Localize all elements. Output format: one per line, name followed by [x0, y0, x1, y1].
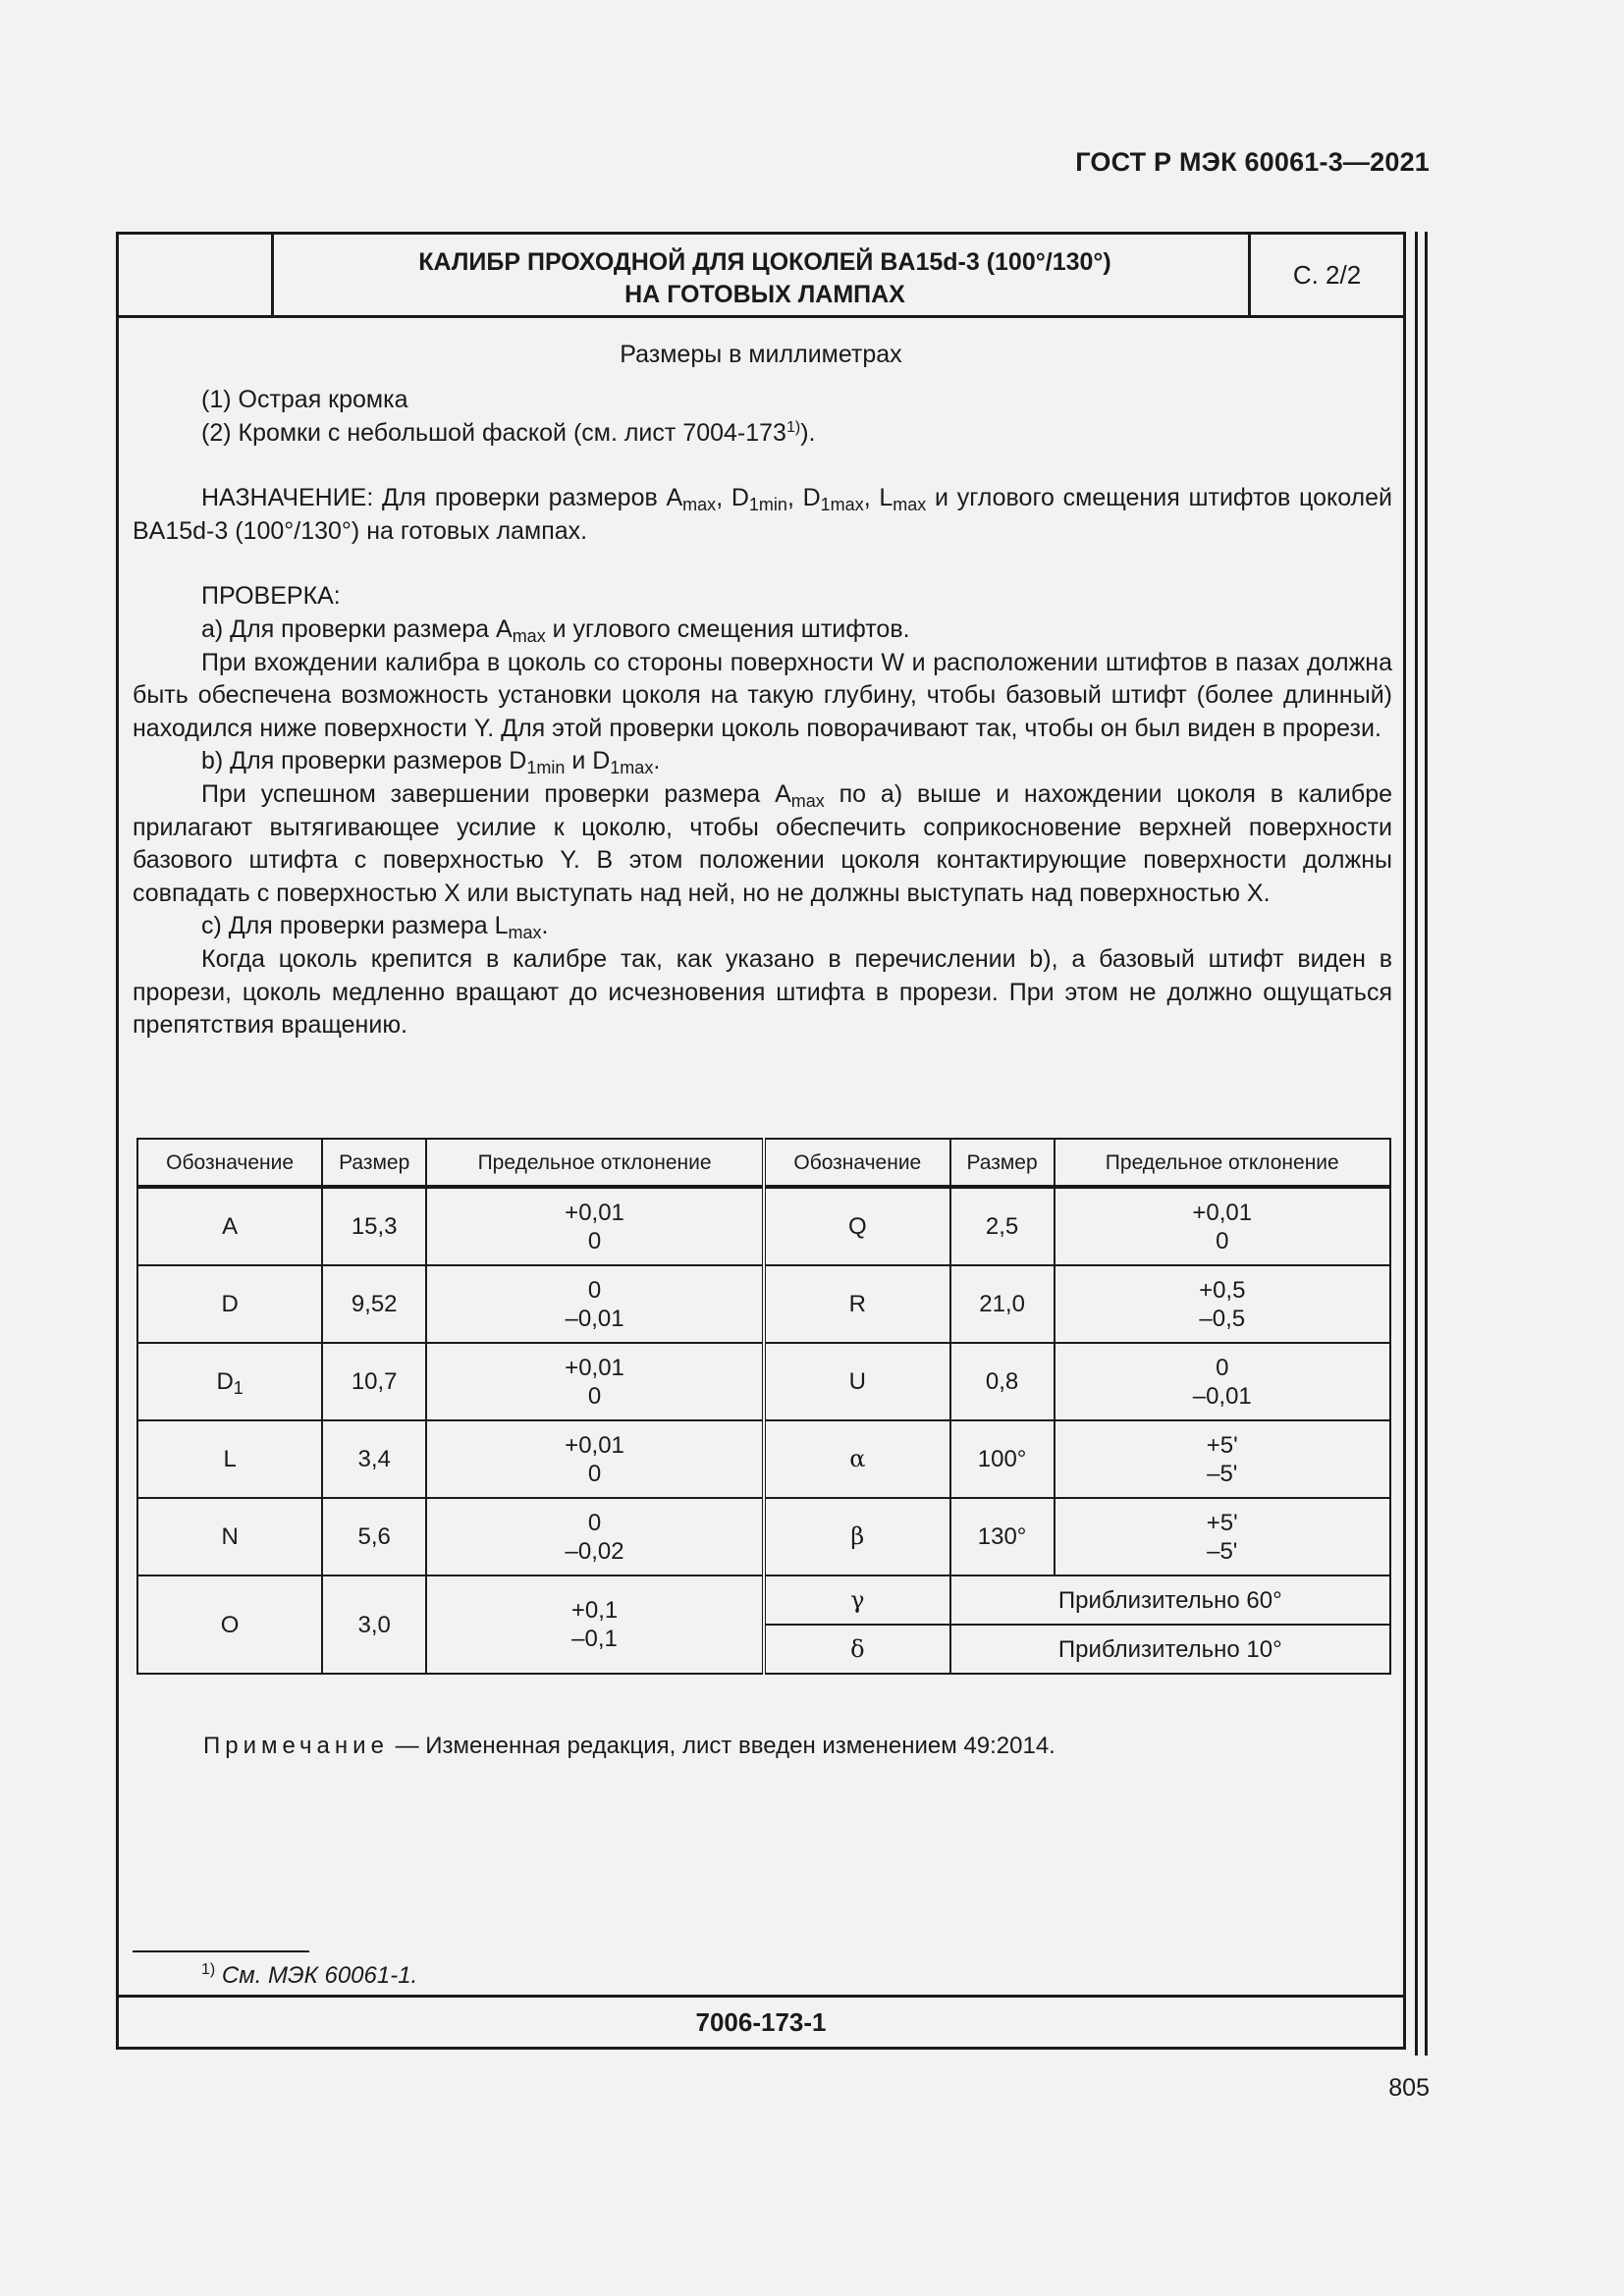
tolerance-cell: +0,1 –0,1 — [426, 1575, 764, 1674]
body-text — [133, 384, 1392, 1042]
table-header-cell: Обозначение — [764, 1139, 950, 1187]
table-header-cell: Размер — [322, 1139, 426, 1187]
symbol-cell: Q — [764, 1187, 950, 1265]
symbol-cell: A — [137, 1187, 322, 1265]
approx-value-cell: Приблизительно 60° — [950, 1575, 1390, 1625]
size-cell: 3,0 — [322, 1575, 426, 1674]
symbol-cell: L — [137, 1420, 322, 1498]
units-note: Размеры в миллиметрах — [620, 341, 902, 368]
table-header-cell: Размер — [950, 1139, 1055, 1187]
symbol-cell: D — [137, 1265, 322, 1343]
table-header-cell: Предельное отклонение — [1055, 1139, 1390, 1187]
symbol-cell: N — [137, 1498, 322, 1575]
size-cell: 15,3 — [322, 1187, 426, 1265]
note-text: — Измененная редакция, лист введен изменением 49:2014. — [388, 1733, 1056, 1759]
sheet-code: 7006-173-1 — [119, 1995, 1403, 2047]
footnote: $^{1)}$ См. МЭК 60061-1. — [201, 1961, 418, 1989]
sheet-header — [119, 235, 1403, 318]
document-code: ГОСТ Р МЭК 60061-3—2021 — [1075, 147, 1430, 177]
check-c-paragraph: Когда цоколь крепится в калибре так, как указано в перечислении b), а базовый штифт виден в прорези, цоколь медленно вращают до исчезновения штифта в прорези. При этом не должно ощущаться препятствия вращению. — [133, 944, 1392, 1040]
check-b-paragraph: При успешном завершении проверки размера $A_{max}$ по a) выше и нахождении цоколя в калибре прилагают вытягивающее усилие к цоколю, чтобы обеспечить соприкосновение верхней поверхности базового штифта с поверхностью Y. В этом положении цоколя контактирующие поверхности должны совпадать с поверхностью X или выступать над ней, но не должны выступать над поверхностью X. — [133, 779, 1392, 907]
tolerance-cell: 0 –0,02 — [426, 1498, 764, 1575]
sheet-frame — [116, 232, 1406, 2050]
size-cell: 130° — [950, 1498, 1055, 1575]
symbol-cell: δ — [764, 1625, 950, 1674]
symbol-cell: β — [764, 1498, 950, 1575]
tolerance-cell: +0,01 0 — [426, 1187, 764, 1265]
size-cell: 2,5 — [950, 1187, 1055, 1265]
tolerance-cell: +0,5 –0,5 — [1055, 1265, 1390, 1343]
table-row — [137, 1420, 1390, 1498]
symbol-cell: γ — [764, 1575, 950, 1625]
approx-value-cell: Приблизительно 10° — [950, 1625, 1390, 1674]
title-line-2: НА ГОТОВЫХ ЛАМПАХ — [624, 281, 905, 308]
check-a-heading: a) Для проверки размера $A_{max}$ и углового смещения штифтов. — [201, 614, 910, 646]
size-cell: 3,4 — [322, 1420, 426, 1498]
symbol-cell: R — [764, 1265, 950, 1343]
table-row — [137, 1575, 1390, 1625]
size-cell: 10,7 — [322, 1343, 426, 1420]
size-cell: 5,6 — [322, 1498, 426, 1575]
tolerance-cell: 0 –0,01 — [1055, 1343, 1390, 1420]
check-a-paragraph: При вхождении калибра в цоколь со стороны поверхности W и расположении штифтов в пазах должна быть обеспечена возможность установки цоколя на такую глубину, чтобы базовый штифт (более длинный) находился ниже поверхности Y. Для этой проверки цоколь поворачивают так, чтобы он был виден в прорези. — [133, 648, 1392, 742]
note-label: Примечание — [203, 1733, 389, 1759]
symbol-cell: O — [137, 1575, 322, 1674]
tolerance-cell: +0,01 0 — [1055, 1187, 1390, 1265]
size-cell: 9,52 — [322, 1265, 426, 1343]
check-heading: ПРОВЕРКА: — [201, 582, 341, 611]
size-cell: 21,0 — [950, 1265, 1055, 1343]
size-cell: 0,8 — [950, 1343, 1055, 1420]
table-header-cell: Предельное отклонение — [426, 1139, 764, 1187]
table-row — [137, 1265, 1390, 1343]
table-row — [137, 1343, 1390, 1420]
purpose-paragraph: НАЗНАЧЕНИЕ: Для проверки размеров $A_{max}$, $D_{1min}$, $D_{1max}$, $L_{max}$ и углового смещения штифтов цоколей BA15d-3 (100°/130°) на готовых лампах. — [133, 484, 1393, 545]
page-number: 805 — [1388, 2074, 1430, 2102]
tolerance-cell: +0,01 0 — [426, 1343, 764, 1420]
table-note — [203, 1733, 1056, 1760]
tolerance-cell: +5' –5' — [1055, 1420, 1390, 1498]
table-row — [137, 1498, 1390, 1575]
dimensions-table — [136, 1138, 1391, 1675]
sheet-title — [274, 246, 1256, 311]
symbol-cell: α — [764, 1420, 950, 1498]
note-2: (2) Кромки с небольшой фаской (см. лист 7004-173$^{1)}$). — [201, 418, 816, 447]
check-c-heading: c) Для проверки размера $L_{max}$. — [201, 912, 549, 943]
size-cell: 100° — [950, 1420, 1055, 1498]
footnote-divider — [133, 1950, 309, 1952]
tolerance-cell: +5' –5' — [1055, 1498, 1390, 1575]
margin-line — [1415, 232, 1418, 2056]
symbol-cell: U — [764, 1343, 950, 1420]
sheet-page-indicator: С. 2/2 — [1248, 235, 1403, 315]
symbol-cell: $D_1$ — [137, 1343, 322, 1420]
table-header-cell: Обозначение — [137, 1139, 322, 1187]
table-header-row — [137, 1139, 1390, 1187]
tolerance-cell: +0,01 0 — [426, 1420, 764, 1498]
check-b-heading: b) Для проверки размеров $D_{1min}$ и $D_{1max}$. — [201, 747, 661, 778]
header-empty-cell — [119, 235, 274, 315]
margin-line — [1425, 232, 1428, 2056]
note-1: (1) Острая кромка — [201, 386, 408, 413]
table-row — [137, 1187, 1390, 1265]
title-line-1: КАЛИБР ПРОХОДНОЙ ДЛЯ ЦОКОЛЕЙ BA15d-3 (100°/130°) — [418, 248, 1111, 276]
tolerance-cell: 0 –0,01 — [426, 1265, 764, 1343]
